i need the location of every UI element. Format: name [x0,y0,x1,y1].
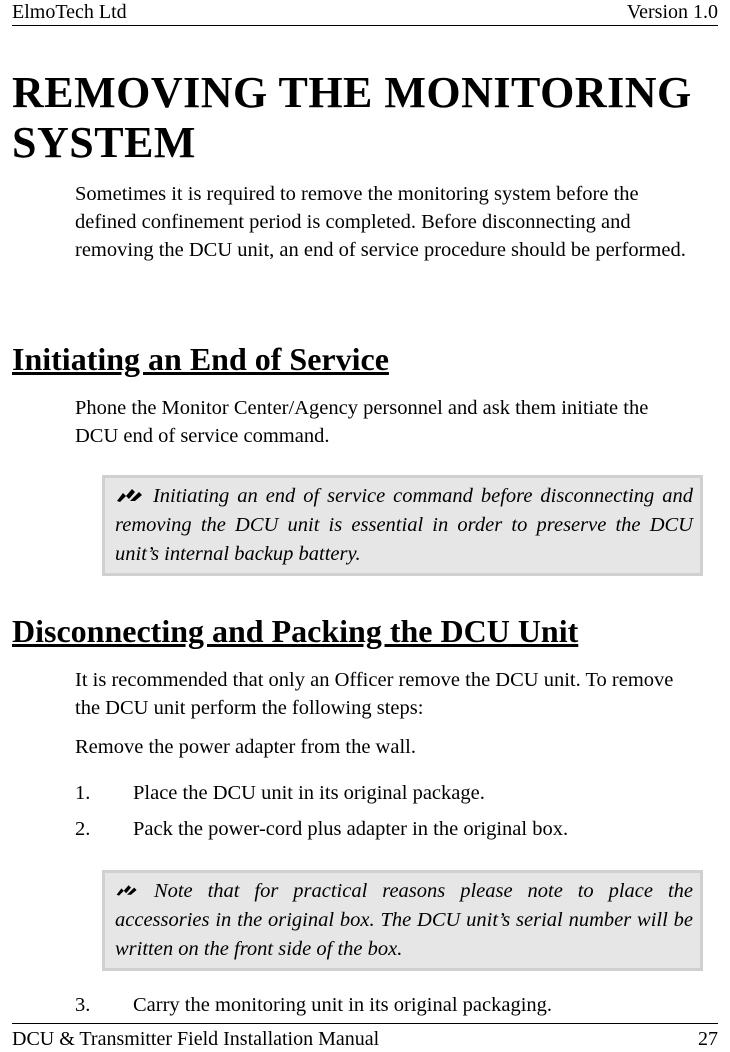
pen-icon [115,882,139,898]
list-item [75,815,568,843]
header-company: ElmoTech Ltd [12,1,127,23]
step-text: Carry the monitoring unit in its original packaging. [133,994,553,1016]
section-heading-disconnecting: Disconnecting and Packing the DCU Unit [12,613,579,649]
step-text: Place the DCU unit in its original package. [133,782,485,804]
end-of-service-paragraph: Phone the Monitor Center/Agency personnel and ask them initiate the DCU end of service command. [75,397,649,447]
step-number: 1. [75,782,91,804]
page-header [12,0,718,26]
section-heading-end-of-service: Initiating an End of Service [12,341,389,377]
list-item [75,991,552,1019]
step-number: 2. [75,818,91,840]
intro-paragraph: Sometimes it is required to remove the monitoring system before the defined confinement period is completed. Before disconnecting and removing the DCU unit, an end of service procedure should be performed. [75,183,686,261]
page-title: REMOVING THE MONITORING SYSTEM [12,68,692,167]
disconnecting-paragraph: It is recommended that only an Officer remove the DCU unit. To remove the DCU unit perform the following steps: [75,669,674,719]
note-text-accessories: Note that for practical reasons please note to place the accessories in the original box. The DCU unit’s serial number will be written on the front side of the box. [115,880,693,960]
list-item [75,779,485,807]
page-footer [12,1023,718,1051]
page-number: 27 [698,1028,718,1050]
note-box-accessories [102,870,703,971]
footer-manual-title: DCU & Transmitter Field Installation Manual [12,1028,380,1050]
note-text-battery: Initiating an end of service command before disconnecting and removing the DCU unit is essential in order to preserve the DCU unit’s internal backup battery. [115,485,694,565]
step-text: Pack the power-cord plus adapter in the original box. [133,818,569,840]
pen-icon [115,487,145,503]
step-remove-adapter: Remove the power adapter from the wall. [75,736,416,758]
header-version: Version 1.0 [626,1,718,23]
step-number: 3. [75,994,91,1016]
note-box-battery [102,475,703,576]
